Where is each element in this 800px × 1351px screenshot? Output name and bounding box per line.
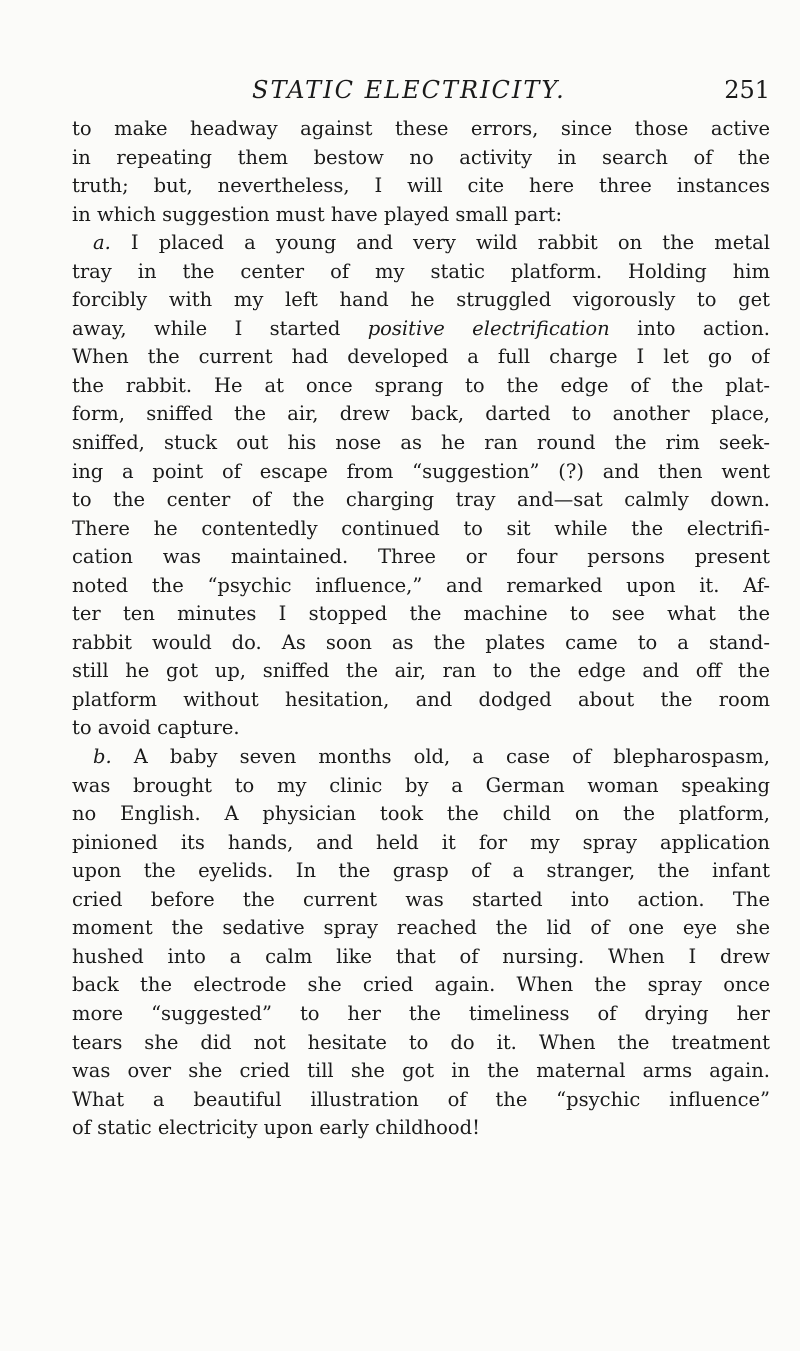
text-line: was over she cried till she got in the maternal arms again.: [72, 1059, 770, 1083]
text-line: away, while I started positive electrification into action.: [72, 316, 770, 340]
text-line: When the current had developed a full charge I let go of: [72, 345, 770, 369]
text-line: tears she did not hesitate to do it. When the treatment: [72, 1030, 770, 1054]
text-line: What a beautiful illustration of the “psychic influence”: [72, 1087, 770, 1111]
text-line: back the electrode she cried again. When the spray once: [72, 973, 770, 997]
text-line: no English. A physician took the child on the platform,: [72, 802, 770, 826]
text-line: sniffed, stuck out his nose as he ran round the rim seek-: [72, 431, 770, 455]
running-head: [72, 72, 770, 108]
text-line: platform without hesitation, and dodged about the room: [72, 687, 770, 711]
text-line: of static electricity upon early childhood!: [72, 1116, 480, 1140]
text-line: in which suggestion must have played small part:: [72, 202, 563, 226]
page-number: 251: [724, 76, 770, 104]
text-line: still he got up, sniffed the air, ran to the edge and off the: [72, 659, 770, 683]
text-line: ter ten minutes I stopped the machine to see what the: [72, 602, 770, 626]
text-line: to avoid capture.: [72, 716, 240, 740]
text-line: rabbit would do. As soon as the plates came to a stand-: [72, 630, 770, 654]
text-line: truth; but, nevertheless, I will cite here three instances: [72, 174, 770, 198]
text-line: cried before the current was started into action. The: [72, 887, 770, 911]
text-line: to the center of the charging tray and—sat calmly down.: [72, 488, 770, 512]
text-line: to make headway against these errors, since those active: [72, 117, 770, 140]
text-line: hushed into a calm like that of nursing. When I drew: [72, 944, 770, 968]
running-title: STATIC ELECTRICITY.: [252, 76, 566, 104]
text-line: upon the eyelids. In the grasp of a stranger, the infant: [72, 859, 770, 883]
text-line: forcibly with my left hand he struggled vigorously to get: [72, 288, 770, 312]
text-line: noted the “psychic influence,” and remarked upon it. Af-: [72, 573, 770, 597]
text-line: moment the sedative spray reached the lid of one eye she: [72, 916, 770, 940]
text-line: the rabbit. He at once sprang to the edge of the plat-: [72, 373, 770, 397]
text-line: b. A baby seven months old, a case of blepharospasm,: [93, 745, 770, 769]
text-line: a. I placed a young and very wild rabbit on the metal: [93, 231, 770, 255]
text-line: cation was maintained. Three or four persons present: [72, 545, 770, 569]
text-line: form, sniffed the air, drew back, darted to another place,: [72, 402, 770, 426]
body-text: [72, 115, 770, 1143]
text-line: pinioned its hands, and held it for my spray application: [72, 830, 770, 854]
text-line: There he contentedly continued to sit while the electrifi-: [72, 516, 770, 540]
text-line: ing a point of escape from “suggestion” (?) and then went: [72, 459, 770, 483]
text-line: more “suggested” to her the timeliness of drying her: [72, 1001, 770, 1025]
text-line: in repeating them bestow no activity in search of the: [72, 145, 770, 169]
text-line: was brought to my clinic by a German woman speaking: [72, 773, 770, 797]
text-line: tray in the center of my static platform. Holding him: [72, 259, 770, 283]
